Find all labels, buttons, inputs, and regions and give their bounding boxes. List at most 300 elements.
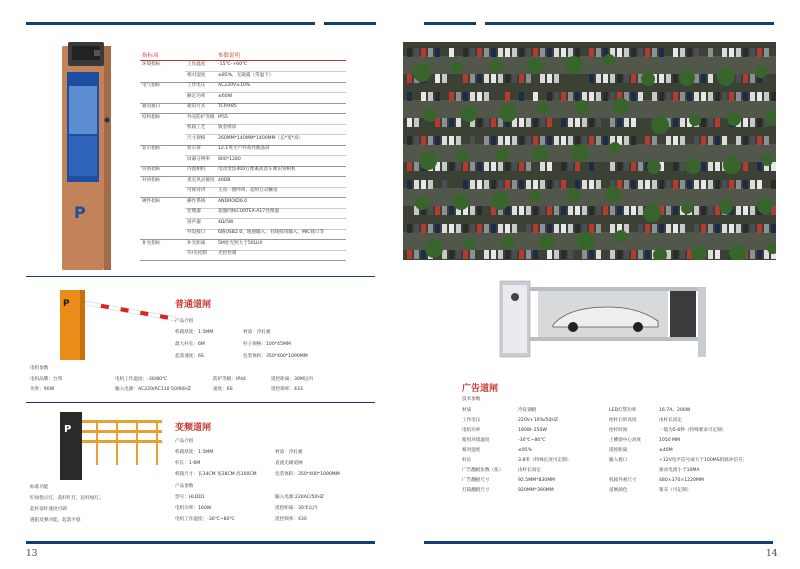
motor-param: 电机工作温度：-30/80℃ [115,377,168,382]
spec-item: 处理器 [187,209,201,214]
spec-value: AC220V±10% [218,83,251,88]
parked-car [652,136,657,145]
parked-car [449,92,454,101]
top-rule [485,22,774,25]
spec-row-rule [185,124,346,125]
spec-item: 工作温度 [187,62,206,67]
section-divider-2 [26,402,375,403]
parked-car [484,136,489,145]
tree-canopy [647,160,661,174]
parked-car [582,206,587,215]
parked-car [414,136,419,145]
bottom-rule [26,541,375,544]
parked-car [568,92,573,101]
parked-car [456,92,461,101]
parked-car [708,162,713,171]
parked-car [715,136,720,145]
svg-text:P: P [63,299,70,309]
parked-car [680,250,685,259]
parked-car [715,118,720,127]
parked-car [631,48,636,57]
parked-car [526,118,531,127]
tree-canopy [765,110,776,126]
parked-car [407,162,412,171]
spec-group-rule [140,103,346,104]
spec-category: 结构指标 [142,114,161,120]
parked-car [470,206,475,215]
ad-spec-value: 480×370×1220MM [659,478,704,483]
spec-value: 超强四核CORTEX-A17处理器 [218,209,280,214]
parked-car [561,180,566,189]
parked-car [470,180,475,189]
parked-car [743,162,748,171]
parked-car [750,118,755,127]
ad-spec-value: 一般为5-6秒（特殊要求可定制） [659,428,727,433]
parked-car [694,92,699,101]
parked-car [610,250,615,259]
parked-car [603,136,608,145]
motor-param: 遥控距离：30M以内 [271,377,313,382]
parked-car [547,136,552,145]
parked-car [624,206,629,215]
parked-car [757,250,762,259]
parked-car [463,162,468,171]
parked-car [456,224,461,233]
parked-car [631,206,636,215]
spec-item: 机箱工艺 [187,125,206,130]
parked-car [757,48,762,57]
parked-car [477,92,482,101]
ad-spec-label: 遥控距离 [609,448,628,453]
parked-car [512,250,517,259]
tree-canopy [533,146,549,162]
parked-car [589,162,594,171]
spec-category: 对讲指标 [142,177,161,183]
parked-car [519,206,524,215]
parked-car [505,224,510,233]
parked-car [561,136,566,145]
parked-car [680,224,685,233]
spec-value: 4Ω/5W [218,219,234,225]
tree-canopy [527,58,543,74]
parked-car [435,118,440,127]
parked-car [666,206,671,215]
parked-car [428,136,433,145]
parked-car [505,136,510,145]
spec-value: ANDROID6.0 [218,198,248,204]
parked-car [449,136,454,145]
svg-text:P: P [74,203,86,222]
spec-item: 外壳防护等级 [187,114,215,120]
parked-car [421,136,426,145]
spec-item: 相对湿度 [187,72,206,78]
vf-gate-title: 变频道闸 [175,423,212,433]
parked-car [631,162,636,171]
ad-spec-label: 广告翻板尺寸 [462,478,490,483]
parked-car [498,48,503,57]
section-divider [26,276,375,277]
spec-row-rule [185,229,346,230]
parked-car [694,180,699,189]
tree-canopy [491,192,509,210]
parked-car [568,250,573,259]
vf-gate-params-label: 产品参数 [175,484,194,489]
tree-canopy [691,246,707,260]
tree-canopy [615,230,627,242]
parked-car [750,206,755,215]
parked-car [554,136,559,145]
parked-car [582,250,587,259]
parked-car [631,180,636,189]
intro-cell: 起落速度：6S [175,354,204,359]
spec-value: TCP/485 [218,104,237,109]
parked-car [666,224,671,233]
spec-row-rule [185,250,346,251]
parked-car [736,224,741,233]
bottom-rule [424,541,773,544]
parked-car [666,74,671,83]
vf-intro-cell: 包装体积：350*400*1090MM [275,472,340,477]
parked-car [666,92,671,101]
parked-car [491,224,496,233]
ad-spec-value: 冷轧钢板 [518,408,537,413]
parked-car [631,250,636,259]
vf-feature: 红绿指示灯，落杆红灯，起杆绿灯。 [30,496,104,501]
parked-car [708,118,713,127]
parked-car [477,206,482,215]
parked-car [673,136,678,145]
parked-car [491,180,496,189]
vf-feature: 遇阻反弹功能，起落平稳 [30,518,81,523]
tree-canopy [755,66,767,78]
parked-car [624,250,629,259]
parked-car [694,224,699,233]
parked-car [519,250,524,259]
parked-car [603,74,608,83]
parked-car [638,92,643,101]
parked-car [645,224,650,233]
parked-car [680,118,685,127]
spec-item: 开/关控制 [187,251,207,256]
parked-car [743,48,748,57]
intro-cell: 材质：冷轧板 [243,330,271,335]
ad-spec-value: +12V电平信号或大于100MS的脉冲信号； [659,458,748,463]
parked-car [533,250,538,259]
parked-car [743,74,748,83]
parked-car [708,74,713,83]
tree-canopy [501,236,515,250]
vf-intro-cell: 机箱厚度：1.5MM [175,450,214,455]
parked-car [617,250,622,259]
parked-car [610,118,615,127]
parked-car [526,74,531,83]
intro-cell: 杆子规格：100*45MM [243,342,291,347]
spec-item: 补光距离 [187,240,206,246]
parked-car [498,162,503,171]
parked-car [736,74,741,83]
parked-car [456,136,461,145]
parked-car [701,180,706,189]
parked-car [652,180,657,189]
parked-car [407,136,412,145]
parked-car [421,92,426,101]
parked-car [547,206,552,215]
tree-canopy [603,54,615,66]
parked-car [428,92,433,101]
parked-car [673,224,678,233]
spec-row-rule [185,187,346,188]
parked-car [491,48,496,57]
vf-param-cell: 输入电源:220AC/50HZ [275,495,324,500]
tree-canopy [575,100,589,114]
parked-car [764,224,769,233]
ad-spec-label: 输入接口 [609,458,628,463]
parked-car [547,118,552,127]
parked-car [575,224,580,233]
tree-canopy [495,148,509,162]
parked-car [736,136,741,145]
parked-car [680,48,685,57]
parked-car [442,224,447,233]
parked-car [477,48,482,57]
parked-car [554,224,559,233]
spec-row-rule [185,134,346,135]
parked-car [596,118,601,127]
parked-car [694,206,699,215]
parked-car [540,224,545,233]
parked-car [687,48,692,57]
ad-spec-label: 道闸颜色 [609,488,628,493]
tree-canopy [499,104,517,122]
spec-category: 环境指标 [142,62,161,67]
parked-car [428,206,433,215]
vf-features-label: 标准功能 [30,485,49,490]
parked-car [442,118,447,127]
parked-car [687,180,692,189]
parked-car [673,92,678,101]
parked-car [568,118,573,127]
parked-car [701,162,706,171]
tree-canopy [571,144,589,162]
spec-value: 40DB [218,177,231,183]
parked-car [547,224,552,233]
parked-car [526,162,531,171]
parked-car [617,118,622,127]
tree-canopy [565,56,583,74]
spec-value: 钣金喷涂 [218,125,237,130]
normal-gate-title: 普通道闸 [175,300,212,310]
parked-car [484,74,489,83]
parked-car [638,250,643,259]
ad-gate-image [498,277,710,359]
parked-car [610,206,615,215]
parked-car [449,162,454,171]
parked-car [589,250,594,259]
spec-group-rule [140,113,346,114]
parked-car [449,48,454,57]
parked-car [575,162,580,171]
parked-car [470,162,475,171]
tree-canopy [679,70,695,86]
parked-car [596,74,601,83]
vf-param-cell: 电机工作温度：-30℃~80℃ [175,517,235,522]
parked-car [680,92,685,101]
tree-canopy [681,202,693,214]
spec-item: 屏幕分辨率 [187,156,210,162]
parked-car [554,206,559,215]
parked-car [708,250,713,259]
tree-canopy [423,108,437,122]
intro-cell: 最大杆长：6M [175,342,205,347]
parked-car [526,206,531,215]
parked-car [470,48,475,57]
parked-car [519,74,524,83]
parked-car [554,180,559,189]
parked-car [526,48,531,57]
parked-car [512,74,517,83]
parked-car [533,206,538,215]
tree-canopy [761,154,773,166]
spec-value: 260MM*140MM*1400MM（长*宽*高） [218,135,304,141]
parked-car [526,224,531,233]
parked-car [421,48,426,57]
parked-car [463,74,468,83]
parked-car [526,250,531,259]
parked-car [414,162,419,171]
parked-car [512,206,517,215]
ad-spec-label: 上横梁中心高度 [609,438,642,443]
parked-car [449,224,454,233]
parked-car [582,118,587,127]
parked-car [701,224,706,233]
parked-car [589,224,594,233]
spec-value: 光控控制 [218,251,237,256]
parked-car [645,136,650,145]
ad-spec-label: 相对湿度 [462,448,481,453]
parked-car [505,180,510,189]
parked-car [645,180,650,189]
parked-car [673,206,678,215]
vf-intro-cell: 机箱尺寸：长34CM 宽28CM 高100CM [175,472,257,477]
parked-car [505,74,510,83]
motor-param: 防护等级：IP44 [213,377,246,382]
motor-param: 电机品牌：台邦 [30,377,63,382]
parked-car [477,224,482,233]
parked-car [764,48,769,57]
parked-car [463,180,468,189]
parked-car [449,206,454,215]
parked-car [568,136,573,145]
parked-car [771,224,776,233]
parked-car [596,48,601,57]
parked-car [729,48,734,57]
ad-spec-label: 电机功率 [462,428,481,433]
parked-car [533,224,538,233]
parked-car [484,250,489,259]
parked-car [505,250,510,259]
parked-car [666,180,671,189]
ad-spec-label: 灯箱翻板尺寸 [462,488,490,493]
parked-car [743,224,748,233]
spec-item: 额定功率 [187,93,206,99]
spec-col1-header: 指标项 [142,53,159,59]
parked-car [631,136,636,145]
parked-car [484,180,489,189]
parked-car [610,74,615,83]
parked-car [743,118,748,127]
parked-car [701,136,706,145]
parked-car [694,48,699,57]
ad-spec-value: -30℃~80℃ [518,438,546,443]
parked-car [722,48,727,57]
parked-car [407,48,412,57]
parked-car [512,48,517,57]
tree-canopy [415,196,429,210]
spec-item: 麦克风灵敏度 [187,177,215,183]
parked-car [456,162,461,171]
parked-car [659,180,664,189]
spec-value: -15℃-+60℃ [218,62,248,67]
parked-car [757,92,762,101]
parked-car [463,224,468,233]
parked-car [638,180,643,189]
parked-car [484,48,489,57]
parked-car [568,162,573,171]
parked-car [722,92,727,101]
parked-car [512,224,517,233]
parked-car [673,118,678,127]
parked-car [540,118,545,127]
ad-spec-label: 抬杆时间 [609,428,628,433]
ad-spec-label: 材质 [462,408,472,413]
tree-canopy [723,156,741,174]
tree-canopy [609,142,621,154]
parked-car [470,224,475,233]
parked-car [708,136,713,145]
parked-car [442,206,447,215]
ad-spec-value: 由杆长而定 [659,418,682,423]
parked-car [561,92,566,101]
spec-item: 显示屏 [187,146,201,151]
parked-car [596,136,601,145]
parked-car [428,180,433,189]
spec-value: 12.1英寸户外高亮液晶屏 [218,146,270,151]
spec-col2-header: 参数说明 [218,53,241,59]
parked-car [484,224,489,233]
top-rule-short [324,22,376,25]
parked-car [435,136,440,145]
parked-car [428,224,433,233]
parked-car [449,250,454,259]
ad-spec-value: 由杆长而定 [518,468,541,473]
parked-car [750,250,755,259]
parked-car [750,224,755,233]
parked-car [470,92,475,101]
parked-car [414,118,419,127]
parked-car [645,48,650,57]
ad-spec-value: 1050 MM [659,438,681,443]
vf-param-cell: 遥控频率：430 [275,517,307,522]
ad-spec-value: ≤95% [518,448,533,453]
spec-category: 识别指标 [142,167,161,172]
spec-value: ≤60W [218,93,233,99]
normal-gate-intro-label: 产品介绍 [175,319,194,324]
tree-canopy [489,60,503,74]
parked-car [659,74,664,83]
spec-value: 6路USB2.0、地感输入、有线按钮输入、MIC接口等 [218,230,325,235]
parked-car [701,118,706,127]
top-rule-short [424,22,476,25]
